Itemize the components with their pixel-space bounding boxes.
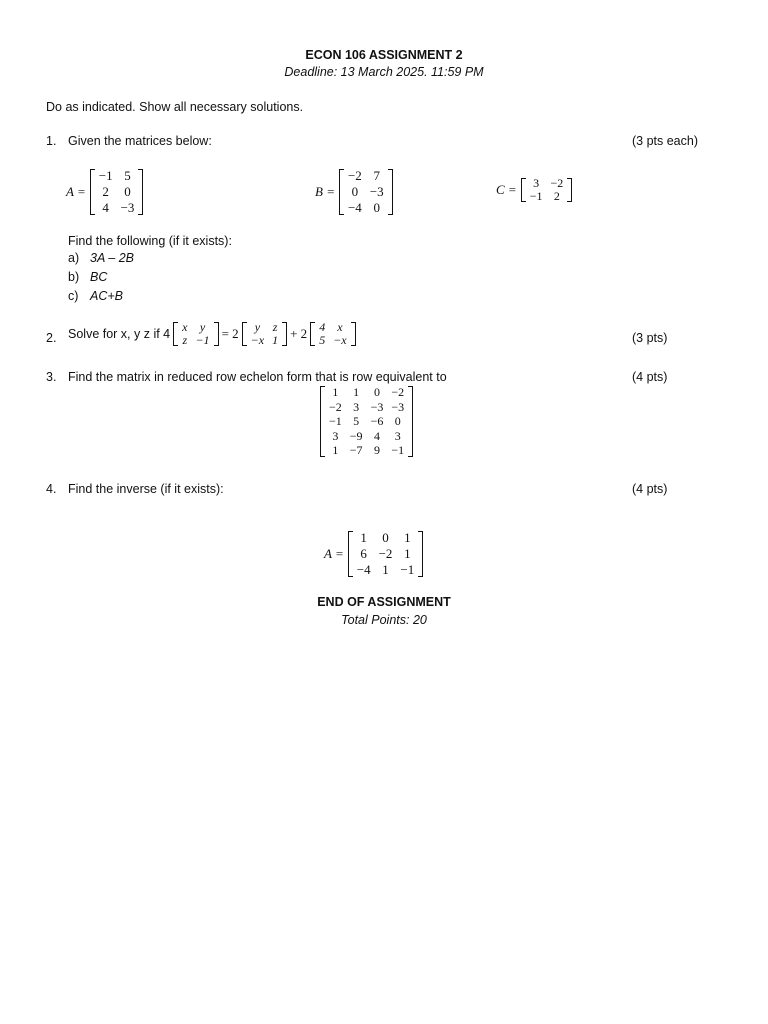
assignment-title: ECON 106 ASSIGNMENT 2 xyxy=(305,48,463,62)
cell: −6 xyxy=(370,414,384,428)
matrix-b-label: B = xyxy=(315,184,335,199)
cell: 5 xyxy=(353,414,360,428)
cell: −3 xyxy=(120,200,135,215)
cell: −1 xyxy=(391,443,405,457)
q2-plus: + 2 xyxy=(290,326,308,341)
q4-number: 4. xyxy=(46,482,57,496)
cell: 9 xyxy=(373,443,380,457)
cell: z xyxy=(182,333,188,347)
cell: 1 xyxy=(404,530,411,545)
q1-find-text: Find the following (if it exists): xyxy=(68,234,232,248)
q4-matrix xyxy=(348,530,424,578)
deadline-text: Deadline: 13 March 2025. 11:59 PM xyxy=(284,65,484,79)
matrix-c-label: C = xyxy=(496,182,517,197)
cell: −1 xyxy=(529,189,543,203)
cell: −2 xyxy=(329,399,342,414)
q2-equals: = 2 xyxy=(221,326,239,341)
matrix-a-block xyxy=(66,168,143,216)
total-points: Total Points: 20 xyxy=(341,613,427,627)
cell: −3 xyxy=(391,399,405,414)
cell: 3 xyxy=(332,428,339,443)
matrix-a xyxy=(90,168,144,216)
cell: 3 xyxy=(353,399,360,414)
q1-number: 1. xyxy=(46,134,57,148)
q2-prompt: Solve for x, y z if 4 xyxy=(68,327,171,341)
cell: 1 xyxy=(332,443,339,457)
cell: 3 xyxy=(533,176,540,190)
cell: 0 xyxy=(373,385,380,399)
cell: 1 xyxy=(382,562,389,577)
q1-part-a-expr: 3A – 2B xyxy=(90,251,135,265)
q1-part-b-label: b) xyxy=(68,270,80,284)
q4-matrix-block xyxy=(324,530,423,578)
q1-part-b-expr: BC xyxy=(90,270,108,284)
cell: 1 xyxy=(353,385,360,399)
cell: 7 xyxy=(373,168,380,183)
q1-part-c-label: c) xyxy=(68,289,79,303)
q2-matrix-1 xyxy=(173,321,218,347)
instructions-text: Do as indicated. Show all necessary solutions. xyxy=(46,100,304,114)
cell: 0 xyxy=(373,200,380,215)
cell: −1 xyxy=(98,168,113,183)
cell: 1 xyxy=(404,546,411,561)
q3-prompt: Find the matrix in reduced row echelon form that is row equivalent to xyxy=(68,370,447,384)
matrix-c xyxy=(521,177,573,203)
matrix-b-block xyxy=(315,168,393,216)
cell: 1 xyxy=(332,385,339,399)
q3-matrix xyxy=(320,385,413,458)
matrix-c-block xyxy=(496,177,572,203)
cell: z xyxy=(272,320,278,334)
cell: −4 xyxy=(356,562,371,577)
cell: −2 xyxy=(391,385,405,399)
cell: −1 xyxy=(329,414,342,428)
q2-equation xyxy=(68,321,356,347)
q2-matrix-3 xyxy=(310,321,355,347)
cell: −x xyxy=(250,333,265,347)
cell: −x xyxy=(333,333,347,347)
q1-prompt: Given the matrices below: xyxy=(68,134,212,148)
cell: 5 xyxy=(319,333,326,347)
cell: y xyxy=(254,320,261,334)
matrix-a-label: A = xyxy=(66,184,86,199)
end-of-assignment: END OF ASSIGNMENT xyxy=(317,595,451,609)
cell: 6 xyxy=(360,546,367,561)
cell: x xyxy=(182,320,188,334)
cell: x xyxy=(337,320,343,334)
cell: −2 xyxy=(347,168,362,183)
cell: −9 xyxy=(349,428,363,443)
cell: 1 xyxy=(360,530,367,545)
cell: 4 xyxy=(319,320,326,334)
q1-points: (3 pts each) xyxy=(632,134,699,148)
cell: −2 xyxy=(378,546,393,561)
q3-matrix-block xyxy=(320,385,413,458)
cell: 4 xyxy=(102,200,109,215)
cell: 5 xyxy=(124,168,131,183)
cell: −7 xyxy=(349,443,363,457)
q2-matrix-2 xyxy=(242,321,287,347)
cell: −2 xyxy=(550,176,564,190)
cell: −3 xyxy=(370,399,384,414)
q4-matrix-label: A = xyxy=(324,546,344,561)
cell: 0 xyxy=(124,184,131,199)
cell: −1 xyxy=(400,562,415,577)
cell: −1 xyxy=(195,333,210,347)
cell: y xyxy=(199,320,206,334)
q1-part-c-expr: AC+B xyxy=(90,289,124,303)
cell: 0 xyxy=(382,530,389,545)
cell: −4 xyxy=(347,200,362,215)
q1-part-a-label: a) xyxy=(68,251,80,265)
q2-number: 2. xyxy=(46,331,57,345)
q3-number: 3. xyxy=(46,370,57,384)
cell: −3 xyxy=(369,184,384,199)
q3-points: (4 pts) xyxy=(632,370,668,384)
q2-points: (3 pts) xyxy=(632,331,668,345)
matrix-b xyxy=(339,168,393,216)
cell: 1 xyxy=(272,333,279,347)
q4-points: (4 pts) xyxy=(632,482,668,496)
cell: 4 xyxy=(373,428,380,443)
q4-prompt: Find the inverse (if it exists): xyxy=(68,482,224,496)
cell: 0 xyxy=(351,184,359,199)
cell: 2 xyxy=(553,189,560,203)
cell: 3 xyxy=(394,428,401,443)
cell: 0 xyxy=(394,414,401,428)
cell: 2 xyxy=(102,184,109,199)
